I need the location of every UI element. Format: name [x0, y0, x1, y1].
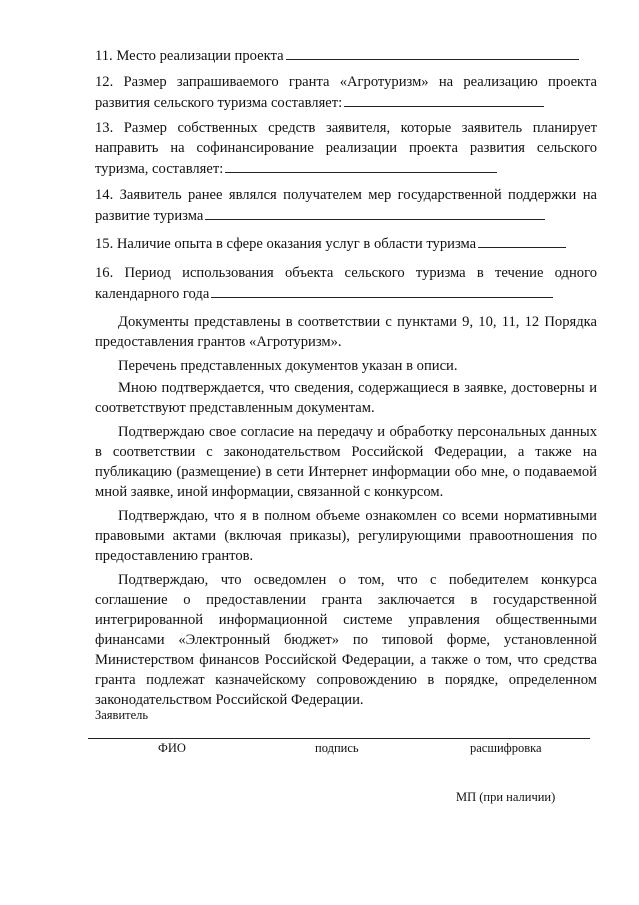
- paragraph-agreement: Подтверждаю, что осведомлен о том, что с победителем конкурса соглашение о предоставлении гранта заключается в государственной интегрированной информационной системе управления общественными финансами «Электронный бюджет» по типовой форме, установленной Министерством финансов Российской Федерации, а также о том, что средства гранта подлежат казначейскому сопровождению в порядке, определенном законодательством Российской Федерации.: [95, 572, 597, 708]
- item-15: [95, 233, 597, 254]
- item-13: [95, 118, 597, 179]
- item-11: [95, 45, 597, 66]
- item-14-text: 14. Заявитель ранее являлся получателем мер государственной поддержки на развитие туризма: [95, 187, 597, 224]
- item-12: [95, 72, 597, 113]
- item-14-blank: [205, 205, 545, 220]
- item-11-text: 11. Место реализации проекта: [95, 48, 284, 64]
- item-15-blank: [478, 233, 566, 248]
- paragraph-confirmation: Мною подтверждается, что сведения, содержащиеся в заявке, достоверны и соответствуют представленным документам.: [95, 380, 597, 416]
- item-12-text: 12. Размер запрашиваемого гранта «Агротуризм» на реализацию проекта развития сельского туризма составляет:: [95, 74, 597, 111]
- item-11-blank: [286, 45, 579, 60]
- paragraph-consent: Подтверждаю свое согласие на передачу и обработку персональных данных в соответствии с законодательством Российской Федерации, а также на публикацию (размещение) в сети Интернет информации обо мне, о подаваемой мной заявке, иной информации, связанной с конкурсом.: [95, 424, 597, 500]
- item-14: [95, 185, 597, 226]
- declarations: [95, 312, 597, 710]
- paragraph-inventory: Перечень представленных документов указан в описи.: [118, 358, 458, 374]
- item-16: [95, 263, 597, 304]
- applicant-label: Заявитель: [95, 708, 149, 722]
- item-13-blank: [225, 158, 497, 173]
- item-12-blank: [344, 92, 544, 107]
- signature-label: подпись: [315, 741, 359, 755]
- stamp-label: МП (при наличии): [456, 790, 556, 804]
- item-16-text: 16. Период использования объекта сельского туризма в течение одного календарного года: [95, 265, 597, 302]
- paragraph-acquainted: Подтверждаю, что я в полном объеме ознакомлен со всеми нормативными правовыми актами (включая приказы), регулирующими правоотношения по предоставлению грантов.: [95, 508, 597, 564]
- signature-line: [88, 738, 590, 739]
- item-15-text: 15. Наличие опыта в сфере оказания услуг в области туризма: [95, 236, 477, 252]
- decoding-label: расшифровка: [470, 741, 542, 755]
- item-16-blank: [211, 283, 553, 298]
- item-13-text: 13. Размер собственных средств заявителя, которые заявитель планирует направить на софинансирование реализации проекта развития сельского туризма, составляет:: [95, 120, 597, 177]
- fio-label: ФИО: [158, 741, 186, 755]
- paragraph-documents: Документы представлены в соответствии с пунктами 9, 10, 11, 12 Порядка предоставления грантов «Агротуризм».: [95, 314, 597, 350]
